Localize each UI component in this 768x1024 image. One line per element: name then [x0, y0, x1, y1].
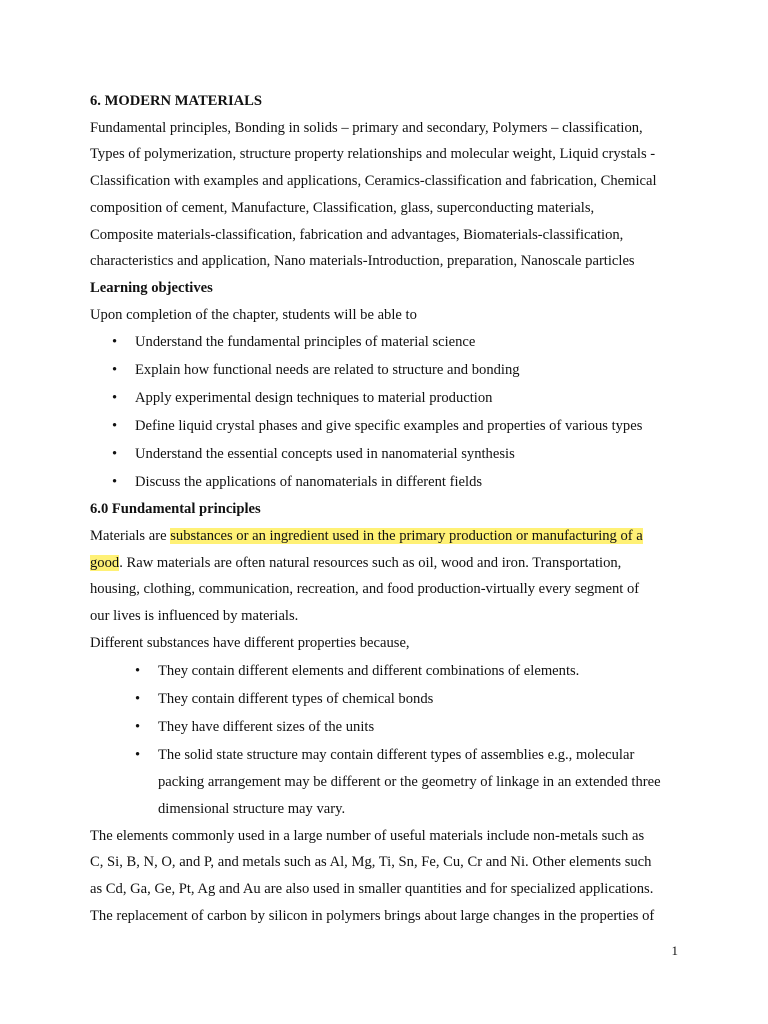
list-item [90, 412, 690, 440]
bullet-icon: • [112, 390, 118, 407]
bullet-icon: • [112, 474, 118, 491]
list-item-continuation: packing arrangement may be different or the geometry of linkage in an extended three [158, 773, 661, 790]
intro-line: Composite materials-classification, fabrication and advantages, Biomaterials-classification, [90, 226, 624, 243]
bullet-icon: • [135, 746, 141, 763]
properties-list [90, 657, 690, 769]
list-item [90, 384, 690, 412]
list-item [90, 713, 690, 741]
objectives-lead: Upon completion of the chapter, students will be able to [90, 306, 417, 323]
list-item-text: Understand the essential concepts used in nanomaterial synthesis [135, 446, 515, 463]
list-item-continuation: dimensional structure may vary. [158, 800, 346, 817]
bullet-icon: • [135, 718, 141, 735]
paragraph-line: as Cd, Ga, Ge, Pt, Ag and Au are also used in smaller quantities and for specialized applications. [90, 880, 654, 897]
paragraph-line: C, Si, B, N, O, and P, and metals such as Al, Mg, Ti, Sn, Fe, Cu, Cr and Ni. Other elements such [90, 854, 652, 871]
list-item-text: Understand the fundamental principles of material science [135, 334, 476, 351]
document-page [90, 88, 690, 929]
paragraph-line: The elements commonly used in a large number of useful materials include non-metals such as [90, 827, 645, 844]
properties-lead: Different substances have different properties because, [90, 634, 410, 651]
highlighted-text: good [90, 554, 120, 571]
list-item-text: Define liquid crystal phases and give specific examples and properties of various types [135, 418, 643, 435]
bullet-icon: • [112, 446, 118, 463]
list-item [90, 657, 690, 685]
list-item-text: They contain different elements and different combinations of elements. [158, 662, 580, 679]
bullet-icon: • [112, 362, 118, 379]
list-item [90, 468, 690, 496]
chapter-heading: 6. MODERN MATERIALS [90, 93, 263, 109]
materials-paragraph [90, 523, 690, 630]
section-heading: 6.0 Fundamental principles [90, 501, 261, 518]
paragraph-line: The replacement of carbon by silicon in polymers brings about large changes in the properties of [90, 907, 655, 924]
bullet-icon: • [135, 690, 141, 707]
paragraph-line: our lives is influenced by materials. [90, 608, 299, 625]
paragraph-text: . Raw materials are often natural resources such as oil, wood and iron. Transportation, [119, 554, 622, 571]
intro-line: composition of cement, Manufacture, Classification, glass, superconducting materials, [90, 199, 595, 216]
bullet-icon: • [112, 418, 118, 435]
bullet-icon: • [135, 662, 141, 679]
list-item-text: Discuss the applications of nanomaterials in different fields [135, 474, 483, 491]
highlighted-text: substances or an ingredient used in the primary production or manufacturing of a [170, 528, 643, 545]
list-item [90, 741, 690, 769]
list-item [90, 685, 690, 713]
intro-line: Classification with examples and applications, Ceramics-classification and fabrication, Chemical [90, 173, 657, 190]
list-item-text: They have different sizes of the units [158, 718, 375, 735]
learning-objectives-heading: Learning objectives [90, 279, 213, 296]
page-number: 1 [671, 943, 678, 958]
paragraph-line [90, 550, 690, 577]
intro-line: Fundamental principles, Bonding in solids – primary and secondary, Polymers – classification, [90, 119, 643, 136]
bullet-icon: • [112, 334, 118, 351]
list-item-text: Apply experimental design techniques to material production [135, 390, 493, 407]
intro-paragraph [90, 115, 690, 275]
paragraph-line: housing, clothing, communication, recreation, and food production-virtually every segment of [90, 581, 640, 598]
list-item-text: Explain how functional needs are related to structure and bonding [135, 362, 520, 379]
list-item [90, 356, 690, 384]
intro-line: characteristics and application, Nano materials-Introduction, preparation, Nanoscale particles [90, 253, 635, 270]
list-item [90, 328, 690, 356]
list-item [90, 440, 690, 468]
list-item-text: They contain different types of chemical bonds [158, 690, 434, 707]
intro-line: Types of polymerization, structure property relationships and molecular weight, Liquid crystals - [90, 146, 656, 163]
elements-paragraph [90, 823, 690, 930]
objectives-list [90, 328, 690, 496]
paragraph-line [90, 523, 690, 550]
list-item-text: The solid state structure may contain different types of assemblies e.g., molecular [158, 746, 635, 763]
paragraph-text: Materials are [90, 528, 171, 545]
